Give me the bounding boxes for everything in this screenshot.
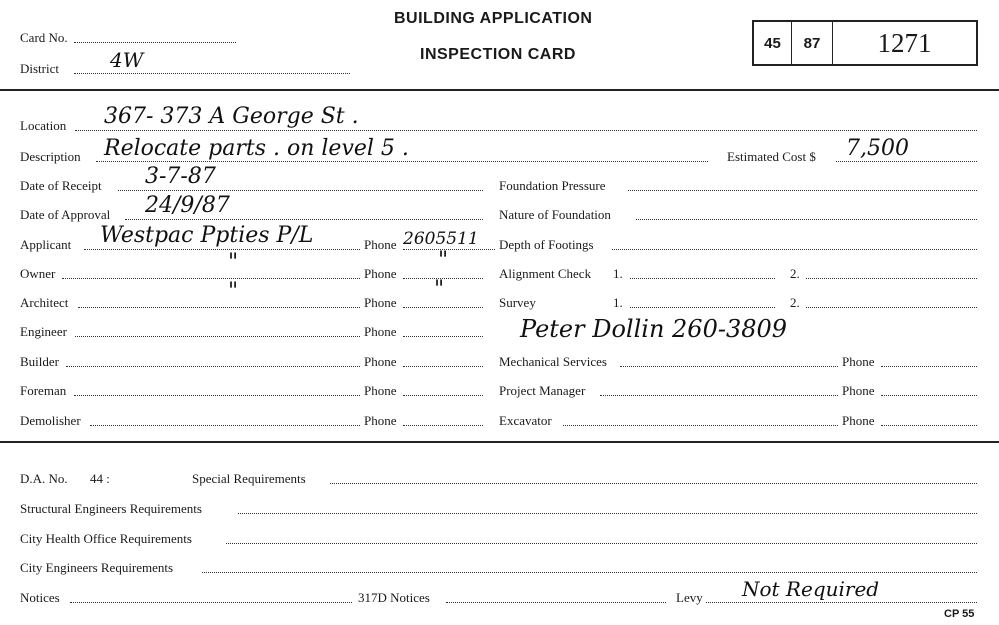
box-cell-2: 87 (792, 22, 833, 64)
alignment-item2-label: 2. (790, 266, 800, 281)
card-no-dotted-line (74, 40, 236, 43)
health-requirements-dotted-line (226, 541, 977, 544)
alignment-item1-label: 1. (613, 266, 623, 281)
excavator-phone-dotted-line (881, 423, 977, 426)
alignment-check-label: Alignment Check (499, 266, 592, 281)
builder-dotted-line (66, 364, 360, 367)
builder-phone-label: Phone (364, 354, 397, 369)
builder-phone-dotted-line (403, 364, 483, 367)
engineer-label: Engineer (20, 324, 67, 339)
card-no-label: Card No. (20, 30, 68, 45)
notices-dotted-line (70, 600, 352, 603)
owner-phone-label: Phone (364, 266, 397, 281)
district-label: District (20, 61, 59, 76)
location-label: Location (20, 118, 67, 133)
project-manager-phone-dotted-line (881, 393, 977, 396)
excavator-label: Excavator (499, 413, 552, 428)
foreman-label: Foreman (20, 383, 67, 398)
description-label: Description (20, 149, 81, 164)
district-value: 4W (110, 48, 144, 72)
special-requirements-dotted-line (330, 481, 977, 484)
applicant-label: Applicant (20, 237, 72, 252)
project-manager-dotted-line (600, 393, 838, 396)
special-requirements-label: Special Requirements (192, 471, 306, 486)
excavator-phone-label: Phone (842, 413, 875, 428)
survey-item2-label: 2. (790, 295, 800, 310)
header-divider (0, 89, 999, 91)
depth-footings-label: Depth of Footings (499, 237, 594, 252)
estimated-cost-value: 7,500 (846, 136, 909, 161)
levy-value: Not Required (742, 577, 880, 601)
applicant-phone-value: 2605511 (403, 229, 479, 249)
receipt-label: Date of Receipt (20, 178, 102, 193)
foreman-phone-dotted-line (403, 393, 483, 396)
structural-requirements-label: Structural Engineers Requirements (20, 501, 202, 516)
city-engineers-label: City Engineers Requirements (20, 560, 174, 575)
builder-label: Builder (20, 354, 59, 369)
survey-item1-label: 1. (613, 295, 623, 310)
title-line2: INSPECTION CARD (420, 46, 576, 63)
da-label: D.A. No. (20, 471, 68, 486)
engineer-dotted-line (75, 334, 360, 337)
architect-phone-value: " (434, 277, 445, 302)
nature-foundation-label: Nature of Foundation (499, 207, 611, 222)
architect-phone-dotted-line (403, 305, 483, 308)
demolisher-label: Demolisher (20, 413, 81, 428)
survey-item1-dotted-line (630, 305, 775, 308)
card-number-box (752, 20, 978, 66)
architect-label: Architect (20, 295, 69, 310)
mechanical-phone-dotted-line (881, 364, 977, 367)
levy-label: Levy (676, 590, 703, 605)
approval-label: Date of Approval (20, 207, 111, 222)
depth-footings-dotted-line (612, 247, 977, 250)
owner-phone-value: " (438, 248, 449, 273)
mechanical-label: Mechanical Services (499, 354, 607, 369)
demolisher-phone-dotted-line (403, 423, 483, 426)
project-manager-label: Project Manager (499, 383, 586, 398)
owner-label: Owner (20, 266, 56, 281)
mechanical-phone-label: Phone (842, 354, 875, 369)
architect-phone-label: Phone (364, 295, 397, 310)
nature-foundation-dotted-line (636, 217, 977, 220)
box-cell-1: 45 (754, 22, 792, 64)
mechanical-dotted-line (620, 364, 838, 367)
engineer-note: Peter Dollin 260-3809 (520, 315, 788, 343)
survey-label: Survey (499, 295, 536, 310)
alignment-item2-dotted-line (806, 276, 977, 279)
receipt-value: 3-7-87 (145, 164, 216, 189)
title-line1: BUILDING APPLICATION (394, 10, 593, 27)
owner-dotted-line (62, 276, 360, 279)
foreman-dotted-line (74, 393, 360, 396)
health-requirements-label: City Health Office Requirements (20, 531, 192, 546)
applicant-value: Westpac Ppties P/L (100, 223, 314, 248)
demolisher-dotted-line (90, 423, 360, 426)
structural-requirements-dotted-line (238, 511, 977, 514)
engineer-phone-dotted-line (403, 334, 483, 337)
architect-value: " (228, 279, 239, 304)
foundation-pressure-label: Foundation Pressure (499, 178, 606, 193)
form-code: CP 55 (944, 608, 975, 620)
foundation-pressure-dotted-line (628, 188, 977, 191)
city-engineers-dotted-line (202, 570, 977, 573)
details-divider (0, 441, 999, 443)
architect-dotted-line (78, 305, 360, 308)
notices-317d-label: 317D Notices (358, 590, 430, 605)
estimated-cost-label: Estimated Cost $ (727, 149, 816, 164)
foreman-phone-label: Phone (364, 383, 397, 398)
owner-value: " (228, 250, 239, 275)
notices-label: Notices (20, 590, 60, 605)
approval-value: 24/9/87 (145, 193, 230, 218)
engineer-phone-label: Phone (364, 324, 397, 339)
da-value: 44 : (90, 471, 110, 486)
description-value: Relocate parts . on level 5 . (104, 136, 409, 161)
alignment-item1-dotted-line (630, 276, 775, 279)
excavator-dotted-line (563, 423, 838, 426)
applicant-phone-label: Phone (364, 237, 397, 252)
box-card-number: 1271 (877, 27, 932, 58)
demolisher-phone-label: Phone (364, 413, 397, 428)
survey-item2-dotted-line (806, 305, 977, 308)
location-value: 367- 373 A George St . (104, 104, 359, 129)
project-manager-phone-label: Phone (842, 383, 875, 398)
notices-317d-dotted-line (446, 600, 666, 603)
